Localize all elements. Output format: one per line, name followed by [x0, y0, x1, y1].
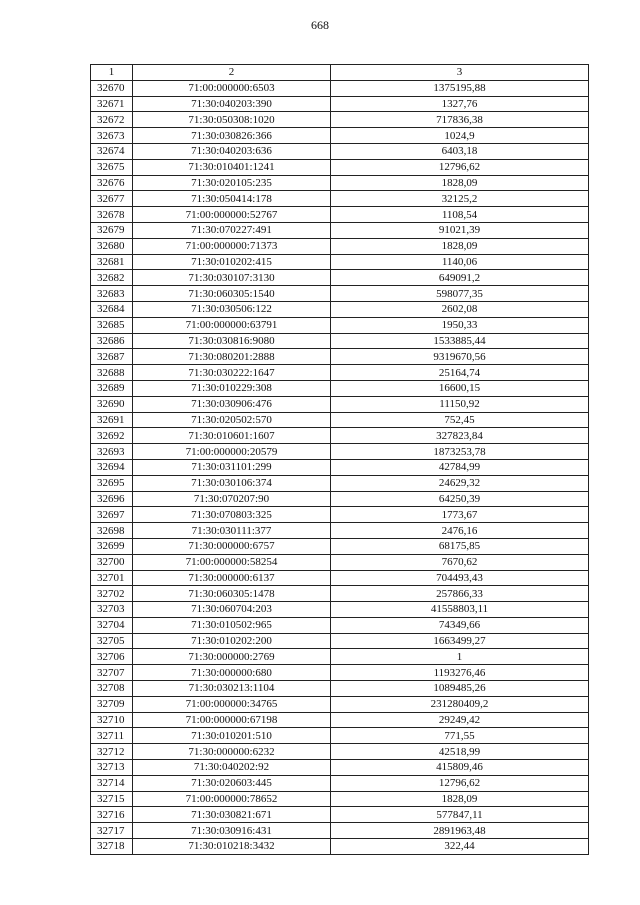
cadastral-value-cell: 42784,99 — [331, 459, 589, 475]
table-row — [91, 554, 589, 570]
cadastral-value-cell: 704493,43 — [331, 570, 589, 586]
cadastral-number-cell: 71:30:040202:92 — [133, 760, 331, 776]
table-row — [91, 570, 589, 586]
cadastral-value-cell: 25164,74 — [331, 365, 589, 381]
table-row — [91, 317, 589, 333]
cadastral-value-cell: 12796,62 — [331, 775, 589, 791]
cadastral-number-cell: 71:00:000000:20579 — [133, 444, 331, 460]
cadastral-value-cell: 1108,54 — [331, 207, 589, 223]
cadastral-value-cell: 42518,99 — [331, 744, 589, 760]
cadastral-number-cell: 71:30:010401:1241 — [133, 159, 331, 175]
cadastral-value-cell: 41558803,11 — [331, 602, 589, 618]
table-row — [91, 380, 589, 396]
cadastral-number-cell: 71:30:010601:1607 — [133, 428, 331, 444]
row-number-cell: 32701 — [91, 570, 133, 586]
row-number-cell: 32681 — [91, 254, 133, 270]
cadastral-number-cell: 71:30:010201:510 — [133, 728, 331, 744]
table-row — [91, 459, 589, 475]
cadastral-number-cell: 71:30:070803:325 — [133, 507, 331, 523]
table-row — [91, 538, 589, 554]
cadastral-value-cell: 322,44 — [331, 839, 589, 855]
row-number-cell: 32697 — [91, 507, 133, 523]
table-row — [91, 475, 589, 491]
row-number-cell: 32711 — [91, 728, 133, 744]
row-number-cell: 32674 — [91, 143, 133, 159]
cadastral-number-cell: 71:00:000000:34765 — [133, 696, 331, 712]
cadastral-value-cell: 32125,2 — [331, 191, 589, 207]
cadastral-number-cell: 71:30:060704:203 — [133, 602, 331, 618]
cadastral-value-cell: 1533885,44 — [331, 333, 589, 349]
cadastral-value-cell: 1140,06 — [331, 254, 589, 270]
row-number-cell: 32694 — [91, 459, 133, 475]
cadastral-value-cell: 68175,85 — [331, 538, 589, 554]
row-number-cell: 32713 — [91, 760, 133, 776]
table-row — [91, 633, 589, 649]
cadastral-number-cell: 71:30:030816:9080 — [133, 333, 331, 349]
row-number-cell: 32690 — [91, 396, 133, 412]
row-number-cell: 32679 — [91, 222, 133, 238]
header-row — [91, 65, 589, 81]
row-number-cell: 32696 — [91, 491, 133, 507]
cadastral-number-cell: 71:30:030213:1104 — [133, 681, 331, 697]
table-body — [91, 80, 589, 854]
row-number-cell: 32676 — [91, 175, 133, 191]
row-number-cell: 32686 — [91, 333, 133, 349]
cadastral-value-table — [90, 64, 589, 855]
cadastral-number-cell: 71:30:020502:570 — [133, 412, 331, 428]
row-number-cell: 32670 — [91, 80, 133, 96]
row-number-cell: 32698 — [91, 523, 133, 539]
row-number-cell: 32691 — [91, 412, 133, 428]
table-row — [91, 491, 589, 507]
row-number-cell: 32712 — [91, 744, 133, 760]
table-row — [91, 523, 589, 539]
row-number-cell: 32693 — [91, 444, 133, 460]
cadastral-number-cell: 71:30:010218:3432 — [133, 839, 331, 855]
table-row — [91, 254, 589, 270]
cadastral-number-cell: 71:30:040203:636 — [133, 143, 331, 159]
row-number-cell: 32683 — [91, 286, 133, 302]
row-number-cell: 32716 — [91, 807, 133, 823]
row-number-cell: 32707 — [91, 665, 133, 681]
table-row — [91, 333, 589, 349]
table-row — [91, 428, 589, 444]
table-row — [91, 112, 589, 128]
table-row — [91, 617, 589, 633]
table-row — [91, 775, 589, 791]
cadastral-value-cell: 2602,08 — [331, 301, 589, 317]
row-number-cell: 32710 — [91, 712, 133, 728]
table-row — [91, 649, 589, 665]
table-row — [91, 444, 589, 460]
cadastral-value-cell: 257866,33 — [331, 586, 589, 602]
row-number-cell: 32682 — [91, 270, 133, 286]
row-number-cell: 32700 — [91, 554, 133, 570]
table-row — [91, 839, 589, 855]
cadastral-value-cell: 1828,09 — [331, 238, 589, 254]
cadastral-number-cell: 71:30:030111:377 — [133, 523, 331, 539]
cadastral-number-cell: 71:30:000000:680 — [133, 665, 331, 681]
row-number-cell: 32671 — [91, 96, 133, 112]
cadastral-value-cell: 717836,38 — [331, 112, 589, 128]
cadastral-number-cell: 71:30:030821:671 — [133, 807, 331, 823]
table-row — [91, 744, 589, 760]
row-number-cell: 32702 — [91, 586, 133, 602]
cadastral-value-cell: 74349,66 — [331, 617, 589, 633]
table-row — [91, 238, 589, 254]
cadastral-number-cell: 71:00:000000:58254 — [133, 554, 331, 570]
cadastral-number-cell: 71:00:000000:63791 — [133, 317, 331, 333]
row-number-cell: 32718 — [91, 839, 133, 855]
cadastral-number-cell: 71:30:040203:390 — [133, 96, 331, 112]
row-number-cell: 32678 — [91, 207, 133, 223]
cadastral-value-cell: 752,45 — [331, 412, 589, 428]
cadastral-value-cell: 91021,39 — [331, 222, 589, 238]
cadastral-number-cell: 71:30:050308:1020 — [133, 112, 331, 128]
table-row — [91, 696, 589, 712]
cadastral-value-cell: 1375195,88 — [331, 80, 589, 96]
row-number-cell: 32705 — [91, 633, 133, 649]
cadastral-number-cell: 71:30:030222:1647 — [133, 365, 331, 381]
table-row — [91, 191, 589, 207]
cadastral-number-cell: 71:30:020603:445 — [133, 775, 331, 791]
cadastral-value-cell: 577847,11 — [331, 807, 589, 823]
table-row — [91, 365, 589, 381]
row-number-cell: 32708 — [91, 681, 133, 697]
cadastral-value-cell: 1828,09 — [331, 175, 589, 191]
cadastral-number-cell: 71:30:000000:6137 — [133, 570, 331, 586]
cadastral-value-cell: 1950,33 — [331, 317, 589, 333]
cadastral-value-cell: 24629,32 — [331, 475, 589, 491]
cadastral-value-cell: 29249,42 — [331, 712, 589, 728]
table-row — [91, 222, 589, 238]
cadastral-value-cell: 9319670,56 — [331, 349, 589, 365]
row-number-cell: 32677 — [91, 191, 133, 207]
cadastral-value-cell: 1327,76 — [331, 96, 589, 112]
cadastral-value-cell: 231280409,2 — [331, 696, 589, 712]
table-row — [91, 207, 589, 223]
cadastral-value-cell: 1089485,26 — [331, 681, 589, 697]
row-number-cell: 32673 — [91, 128, 133, 144]
row-number-cell: 32709 — [91, 696, 133, 712]
table-row — [91, 791, 589, 807]
cadastral-value-cell: 12796,62 — [331, 159, 589, 175]
cadastral-number-cell: 71:30:010502:965 — [133, 617, 331, 633]
cadastral-value-cell: 16600,15 — [331, 380, 589, 396]
cadastral-number-cell: 71:30:060305:1478 — [133, 586, 331, 602]
table-row — [91, 349, 589, 365]
cadastral-number-cell: 71:30:010229:308 — [133, 380, 331, 396]
row-number-cell: 32685 — [91, 317, 133, 333]
cadastral-value-cell: 1 — [331, 649, 589, 665]
table-row — [91, 507, 589, 523]
table-row — [91, 175, 589, 191]
cadastral-value-cell: 2476,16 — [331, 523, 589, 539]
table-row — [91, 586, 589, 602]
table-row — [91, 665, 589, 681]
cadastral-number-cell: 71:30:070207:90 — [133, 491, 331, 507]
cadastral-value-cell: 1873253,78 — [331, 444, 589, 460]
row-number-cell: 32687 — [91, 349, 133, 365]
row-number-cell: 32715 — [91, 791, 133, 807]
table-row — [91, 760, 589, 776]
row-number-cell: 32675 — [91, 159, 133, 175]
row-number-cell: 32672 — [91, 112, 133, 128]
table-row — [91, 159, 589, 175]
cadastral-number-cell: 71:30:030906:476 — [133, 396, 331, 412]
cadastral-number-cell: 71:30:000000:6232 — [133, 744, 331, 760]
cadastral-value-cell: 415809,46 — [331, 760, 589, 776]
cadastral-number-cell: 71:30:000000:6757 — [133, 538, 331, 554]
row-number-cell: 32688 — [91, 365, 133, 381]
table-row — [91, 80, 589, 96]
cadastral-number-cell: 71:30:070227:491 — [133, 222, 331, 238]
table-row — [91, 270, 589, 286]
table-row — [91, 807, 589, 823]
table-row — [91, 412, 589, 428]
table-row — [91, 681, 589, 697]
cadastral-number-cell: 71:30:030106:374 — [133, 475, 331, 491]
cadastral-number-cell: 71:30:030107:3130 — [133, 270, 331, 286]
table-row — [91, 128, 589, 144]
cadastral-value-cell: 1663499,27 — [331, 633, 589, 649]
cadastral-number-cell: 71:00:000000:67198 — [133, 712, 331, 728]
cadastral-number-cell: 71:30:000000:2769 — [133, 649, 331, 665]
cadastral-value-cell: 2891963,48 — [331, 823, 589, 839]
cadastral-number-cell: 71:30:060305:1540 — [133, 286, 331, 302]
table-row — [91, 823, 589, 839]
cadastral-number-cell: 71:30:010202:415 — [133, 254, 331, 270]
row-number-cell: 32695 — [91, 475, 133, 491]
row-number-cell: 32680 — [91, 238, 133, 254]
cadastral-number-cell: 71:30:020105:235 — [133, 175, 331, 191]
cadastral-value-cell: 327823,84 — [331, 428, 589, 444]
row-number-cell: 32692 — [91, 428, 133, 444]
cadastral-number-cell: 71:00:000000:6503 — [133, 80, 331, 96]
cadastral-value-cell: 771,55 — [331, 728, 589, 744]
row-number-cell: 32703 — [91, 602, 133, 618]
cadastral-number-cell: 71:00:000000:52767 — [133, 207, 331, 223]
table-row — [91, 396, 589, 412]
table-row — [91, 728, 589, 744]
row-number-cell: 32684 — [91, 301, 133, 317]
cadastral-number-cell: 71:30:030506:122 — [133, 301, 331, 317]
table-row — [91, 96, 589, 112]
row-number-cell: 32699 — [91, 538, 133, 554]
table-row — [91, 143, 589, 159]
row-number-cell: 32704 — [91, 617, 133, 633]
cadastral-value-cell: 11150,92 — [331, 396, 589, 412]
table-row — [91, 602, 589, 618]
row-number-cell: 32714 — [91, 775, 133, 791]
cadastral-value-cell: 649091,2 — [331, 270, 589, 286]
cadastral-number-cell: 71:30:010202:200 — [133, 633, 331, 649]
table-row — [91, 712, 589, 728]
cadastral-value-cell: 1828,09 — [331, 791, 589, 807]
column-header-2: 2 — [133, 65, 331, 81]
row-number-cell: 32689 — [91, 380, 133, 396]
cadastral-value-cell: 1024,9 — [331, 128, 589, 144]
cadastral-number-cell: 71:30:030826:366 — [133, 128, 331, 144]
row-number-cell: 32717 — [91, 823, 133, 839]
cadastral-number-cell: 71:30:050414:178 — [133, 191, 331, 207]
table-row — [91, 301, 589, 317]
column-header-1: 1 — [91, 65, 133, 81]
cadastral-value-cell: 598077,35 — [331, 286, 589, 302]
cadastral-value-cell: 1773,67 — [331, 507, 589, 523]
cadastral-value-cell: 64250,39 — [331, 491, 589, 507]
cadastral-number-cell: 71:30:080201:2888 — [133, 349, 331, 365]
cadastral-value-cell: 7670,62 — [331, 554, 589, 570]
page-number: 668 — [311, 18, 329, 32]
column-header-3: 3 — [331, 65, 589, 81]
cadastral-number-cell: 71:00:000000:71373 — [133, 238, 331, 254]
cadastral-number-cell: 71:00:000000:78652 — [133, 791, 331, 807]
row-number-cell: 32706 — [91, 649, 133, 665]
cadastral-value-cell: 1193276,46 — [331, 665, 589, 681]
cadastral-value-cell: 6403,18 — [331, 143, 589, 159]
cadastral-number-cell: 71:30:031101:299 — [133, 459, 331, 475]
table-row — [91, 286, 589, 302]
cadastral-number-cell: 71:30:030916:431 — [133, 823, 331, 839]
